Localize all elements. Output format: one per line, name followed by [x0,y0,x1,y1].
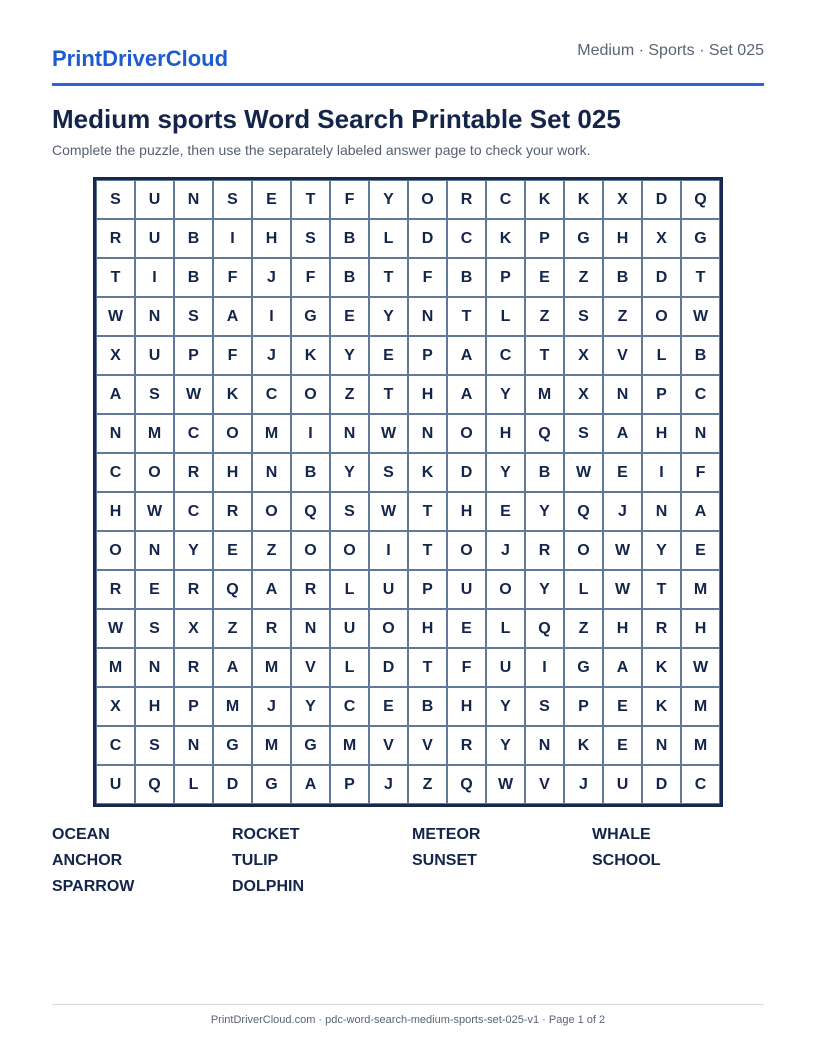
grid-cell[interactable]: O [330,531,369,570]
grid-cell[interactable]: B [330,258,369,297]
grid-cell[interactable]: U [135,336,174,375]
grid-cell[interactable]: E [603,726,642,765]
grid-cell[interactable]: R [252,609,291,648]
grid-cell[interactable]: Q [291,492,330,531]
grid-cell[interactable]: U [486,648,525,687]
word-search-grid [93,177,723,807]
grid-cell[interactable]: G [564,219,603,258]
grid-cell[interactable]: H [603,609,642,648]
grid-cell[interactable]: Z [330,375,369,414]
grid-cell[interactable]: O [96,531,135,570]
grid-cell[interactable]: R [96,219,135,258]
grid-cell[interactable]: M [330,726,369,765]
word-list-item: DOLPHIN [232,878,304,895]
grid-cell[interactable]: C [174,414,213,453]
grid-cell[interactable]: O [291,531,330,570]
grid-cell[interactable]: N [135,531,174,570]
grid-cell[interactable]: Y [486,726,525,765]
grid-cell[interactable]: E [252,180,291,219]
grid-cell[interactable]: B [291,453,330,492]
grid-cell[interactable]: S [330,492,369,531]
grid-cell[interactable]: T [408,648,447,687]
grid-cell[interactable]: W [96,609,135,648]
grid-cell[interactable]: R [447,180,486,219]
grid-cell[interactable]: H [213,453,252,492]
grid-cell[interactable]: X [96,336,135,375]
grid-cell[interactable]: Y [486,453,525,492]
grid-cell[interactable]: B [330,219,369,258]
grid-cell[interactable]: E [486,492,525,531]
puzzle-meta: Medium · Sports · Set 025 [577,42,764,59]
word-list-item: SUNSET [412,852,477,869]
grid-cell[interactable]: E [447,609,486,648]
grid-cell[interactable]: Q [135,765,174,804]
grid-cell[interactable]: Y [330,336,369,375]
grid-cell[interactable]: Z [525,297,564,336]
grid-cell[interactable]: J [486,531,525,570]
grid-cell[interactable]: H [447,492,486,531]
grid-cell[interactable]: X [642,219,681,258]
grid-cell[interactable]: Y [525,570,564,609]
grid-cell[interactable]: V [369,726,408,765]
grid-cell[interactable]: T [96,258,135,297]
grid-cell[interactable]: U [135,219,174,258]
grid-cell[interactable]: U [447,570,486,609]
grid-cell[interactable]: R [525,531,564,570]
grid-cell[interactable]: X [174,609,213,648]
grid-cell[interactable]: R [642,609,681,648]
grid-cell[interactable]: A [681,492,720,531]
grid-cell[interactable]: L [330,570,369,609]
grid-cell[interactable]: W [681,648,720,687]
grid-cell[interactable]: T [642,570,681,609]
grid-cell[interactable]: E [330,297,369,336]
grid-cell[interactable]: M [525,375,564,414]
grid-cell[interactable]: W [369,492,408,531]
grid-cell[interactable]: J [252,258,291,297]
grid-cell[interactable]: T [291,180,330,219]
grid-cell[interactable]: P [330,765,369,804]
grid-cell[interactable]: P [174,687,213,726]
grid-cell[interactable]: K [642,648,681,687]
grid-cell[interactable]: J [564,765,603,804]
grid-cell[interactable]: J [603,492,642,531]
grid-cell[interactable]: E [213,531,252,570]
grid-cell[interactable]: T [408,531,447,570]
grid-cell[interactable]: L [486,609,525,648]
grid-cell[interactable]: A [213,648,252,687]
word-list-item: ANCHOR [52,852,123,869]
grid-cell[interactable]: C [96,726,135,765]
grid-cell[interactable]: S [174,297,213,336]
grid-cell[interactable]: E [681,531,720,570]
grid-cell[interactable]: I [213,219,252,258]
grid-cell[interactable]: N [174,180,213,219]
grid-cell[interactable]: S [291,219,330,258]
grid-cell[interactable]: D [408,219,447,258]
grid-cell[interactable]: S [564,297,603,336]
grid-cell[interactable]: Y [174,531,213,570]
grid-cell[interactable]: I [252,297,291,336]
grid-cell[interactable]: O [135,453,174,492]
grid-cell[interactable]: G [564,648,603,687]
grid-cell[interactable]: M [681,687,720,726]
grid-cell[interactable]: C [252,375,291,414]
grid-cell[interactable]: N [525,726,564,765]
grid-cell[interactable]: C [486,180,525,219]
grid-cell[interactable]: L [486,297,525,336]
grid-cell[interactable]: W [369,414,408,453]
grid-cell[interactable]: R [174,570,213,609]
grid-cell[interactable]: M [213,687,252,726]
grid-cell[interactable]: F [291,258,330,297]
grid-cell[interactable]: K [564,180,603,219]
grid-cell[interactable]: W [96,297,135,336]
grid-cell[interactable]: S [96,180,135,219]
grid-cell[interactable]: P [525,219,564,258]
grid-cell[interactable]: B [603,258,642,297]
grid-cell[interactable]: D [642,258,681,297]
grid-cell[interactable]: Q [447,765,486,804]
grid-cell[interactable]: H [96,492,135,531]
grid-cell[interactable]: C [96,453,135,492]
grid-cell[interactable]: A [603,414,642,453]
grid-cell[interactable]: K [525,180,564,219]
grid-cell[interactable]: Y [330,453,369,492]
grid-cell[interactable]: A [96,375,135,414]
grid-cell[interactable]: J [369,765,408,804]
grid-cell[interactable]: J [252,687,291,726]
grid-cell[interactable]: N [135,297,174,336]
grid-cell[interactable]: T [525,336,564,375]
grid-cell[interactable]: S [135,726,174,765]
grid-cell[interactable]: T [369,258,408,297]
grid-cell[interactable]: F [330,180,369,219]
grid-cell[interactable]: Y [369,297,408,336]
grid-cell[interactable]: R [96,570,135,609]
grid-cell[interactable]: F [213,258,252,297]
grid-cell[interactable]: G [291,297,330,336]
grid-cell[interactable]: T [408,492,447,531]
grid-cell[interactable]: R [447,726,486,765]
grid-cell[interactable]: K [408,453,447,492]
grid-cell[interactable]: V [525,765,564,804]
grid-cell[interactable]: A [447,375,486,414]
word-list-item: SPARROW [52,878,135,895]
grid-cell[interactable]: O [291,375,330,414]
grid-cell[interactable]: N [642,726,681,765]
grid-cell[interactable]: S [525,687,564,726]
grid-cell[interactable]: Z [408,765,447,804]
grid-cell[interactable]: Z [564,609,603,648]
grid-cell[interactable]: N [174,726,213,765]
word-list [52,826,772,896]
grid-cell[interactable]: T [369,375,408,414]
grid-cell[interactable]: M [135,414,174,453]
grid-cell[interactable]: C [447,219,486,258]
word-list-item: ROCKET [232,826,300,843]
footer-divider [52,1004,764,1005]
grid-cell[interactable]: L [642,336,681,375]
grid-cell[interactable]: Z [603,297,642,336]
grid-cell[interactable]: A [291,765,330,804]
grid-cell[interactable]: L [369,219,408,258]
grid-cell[interactable]: E [603,453,642,492]
grid-cell[interactable]: N [642,492,681,531]
grid-cell[interactable]: H [408,375,447,414]
grid-cell[interactable]: Y [486,687,525,726]
page-title: Medium sports Word Search Printable Set 025 [52,104,621,134]
grid-cell[interactable]: M [252,648,291,687]
grid-cell[interactable]: M [681,726,720,765]
grid-cell[interactable]: X [96,687,135,726]
grid-cell[interactable]: W [681,297,720,336]
grid-cell[interactable]: I [291,414,330,453]
grid-cell[interactable]: V [408,726,447,765]
grid-cell[interactable]: E [369,687,408,726]
grid-cell[interactable]: O [447,531,486,570]
grid-cell[interactable]: W [135,492,174,531]
grid-cell[interactable]: X [564,336,603,375]
grid-cell[interactable]: K [564,726,603,765]
grid-cell[interactable]: K [486,219,525,258]
grid-cell[interactable]: S [135,609,174,648]
grid-cell[interactable]: H [408,609,447,648]
grid-cell[interactable]: M [252,726,291,765]
grid-cell[interactable]: N [330,414,369,453]
grid-cell[interactable]: K [291,336,330,375]
grid-cell[interactable]: E [603,687,642,726]
grid-cell[interactable]: Q [525,609,564,648]
grid-cell[interactable]: G [681,219,720,258]
grid-cell[interactable]: O [486,570,525,609]
grid-cell[interactable]: L [330,648,369,687]
grid-cell[interactable]: U [369,570,408,609]
grid-cell[interactable]: B [174,219,213,258]
grid-cell[interactable]: J [252,336,291,375]
grid-cell[interactable]: L [174,765,213,804]
grid-cell[interactable]: L [564,570,603,609]
grid-cell[interactable]: A [252,570,291,609]
grid-cell[interactable]: D [642,765,681,804]
grid-cell[interactable]: E [369,336,408,375]
grid-cell[interactable]: N [408,414,447,453]
grid-cell[interactable]: G [291,726,330,765]
grid-cell[interactable]: D [369,648,408,687]
word-list-item: WHALE [592,826,651,843]
word-list-item: OCEAN [52,826,110,843]
grid-cell[interactable]: P [642,375,681,414]
grid-cell[interactable]: C [681,765,720,804]
grid-cell[interactable]: C [681,375,720,414]
grid-cell[interactable]: S [369,453,408,492]
grid-cell[interactable]: W [564,453,603,492]
grid-cell[interactable]: H [486,414,525,453]
grid-cell[interactable]: S [135,375,174,414]
grid-cell[interactable]: D [642,180,681,219]
grid-cell[interactable]: Y [642,531,681,570]
grid-cell[interactable]: N [408,297,447,336]
grid-cell[interactable]: R [174,648,213,687]
grid-cell[interactable]: H [252,219,291,258]
grid-cell[interactable]: W [486,765,525,804]
grid-cell[interactable]: W [174,375,213,414]
grid-cell[interactable]: Q [564,492,603,531]
grid-cell[interactable]: K [642,687,681,726]
grid-cell[interactable]: O [642,297,681,336]
grid-cell[interactable]: K [213,375,252,414]
grid-cell[interactable]: G [213,726,252,765]
grid-cell[interactable]: O [252,492,291,531]
grid-cell[interactable]: F [681,453,720,492]
grid-cell[interactable]: Y [486,375,525,414]
grid-cell[interactable]: C [330,687,369,726]
grid-cell[interactable]: Q [213,570,252,609]
grid-cell[interactable]: Z [564,258,603,297]
page-subtitle: Complete the puzzle, then use the separately labeled answer page to check your work. [52,142,591,158]
grid-cell[interactable]: N [681,414,720,453]
grid-cell[interactable]: I [369,531,408,570]
grid-cell[interactable]: N [252,453,291,492]
grid-cell[interactable]: O [213,414,252,453]
grid-cell[interactable]: I [135,258,174,297]
grid-cell[interactable]: P [486,258,525,297]
grid-cell[interactable]: N [135,648,174,687]
grid-cell[interactable]: M [252,414,291,453]
grid-cell[interactable]: F [408,258,447,297]
grid-cell[interactable]: W [603,570,642,609]
grid-cell[interactable]: O [564,531,603,570]
grid-cell[interactable]: E [525,258,564,297]
grid-cell[interactable]: S [213,180,252,219]
grid-cell[interactable]: B [525,453,564,492]
page-header [52,40,764,86]
grid-cell[interactable]: X [564,375,603,414]
word-list-item: METEOR [412,826,481,843]
grid-cell[interactable]: M [681,570,720,609]
grid-cell[interactable]: U [603,765,642,804]
brand-logo[interactable]: PrintDriverCloud [52,46,229,71]
grid-cell[interactable]: Y [291,687,330,726]
grid-cell[interactable]: R [291,570,330,609]
grid-cell[interactable]: Y [369,180,408,219]
grid-cell[interactable]: Z [252,531,291,570]
grid-cell[interactable]: B [174,258,213,297]
grid-cell[interactable]: H [642,414,681,453]
grid-cell[interactable]: B [681,336,720,375]
grid-cell[interactable]: T [681,258,720,297]
grid-cell[interactable]: N [603,375,642,414]
grid-cell[interactable]: N [96,414,135,453]
grid-cell[interactable]: P [408,336,447,375]
word-list-item: TULIP [232,852,279,869]
grid-cell[interactable]: H [681,609,720,648]
grid-cell[interactable]: H [135,687,174,726]
grid-cell[interactable]: O [447,414,486,453]
grid-cell[interactable]: V [291,648,330,687]
grid-cell[interactable]: E [135,570,174,609]
grid-cell[interactable]: D [447,453,486,492]
grid-cell[interactable]: Q [681,180,720,219]
grid-cell[interactable]: G [252,765,291,804]
grid-cell[interactable]: U [96,765,135,804]
grid-cell[interactable]: Q [525,414,564,453]
grid-cell[interactable]: O [408,180,447,219]
grid-cell[interactable]: I [642,453,681,492]
grid-cell[interactable]: D [213,765,252,804]
grid-cell[interactable]: M [96,648,135,687]
grid-cell[interactable]: V [603,336,642,375]
grid-cell[interactable]: N [291,609,330,648]
grid-cell[interactable]: R [213,492,252,531]
grid-cell[interactable]: C [486,336,525,375]
grid-cell[interactable]: B [408,687,447,726]
grid-cell[interactable]: P [408,570,447,609]
grid-cell[interactable]: B [447,258,486,297]
grid-cell[interactable]: U [330,609,369,648]
grid-cell[interactable]: C [174,492,213,531]
grid-cell[interactable]: U [135,180,174,219]
grid-cell[interactable]: H [447,687,486,726]
grid-cell[interactable]: I [525,648,564,687]
grid-cell[interactable]: X [603,180,642,219]
grid-cell[interactable]: W [603,531,642,570]
grid-cell[interactable]: T [447,297,486,336]
page-footer: PrintDriverCloud.com · pdc-word-search-medium-sports-set-025-v1 · Page 1 of 2 [210,1014,606,1026]
grid-cell[interactable]: Z [213,609,252,648]
grid-cell[interactable]: O [369,609,408,648]
grid-cell[interactable]: H [603,219,642,258]
grid-cell[interactable]: A [603,648,642,687]
grid-cell[interactable]: P [174,336,213,375]
grid-cell[interactable]: Y [525,492,564,531]
grid-cell[interactable]: A [447,336,486,375]
grid-cell[interactable]: A [213,297,252,336]
grid-cell[interactable]: R [174,453,213,492]
grid-cell[interactable]: F [213,336,252,375]
grid-cell[interactable]: S [564,414,603,453]
word-list-item: SCHOOL [592,852,661,869]
grid-cell[interactable]: P [564,687,603,726]
grid-cell[interactable]: F [447,648,486,687]
